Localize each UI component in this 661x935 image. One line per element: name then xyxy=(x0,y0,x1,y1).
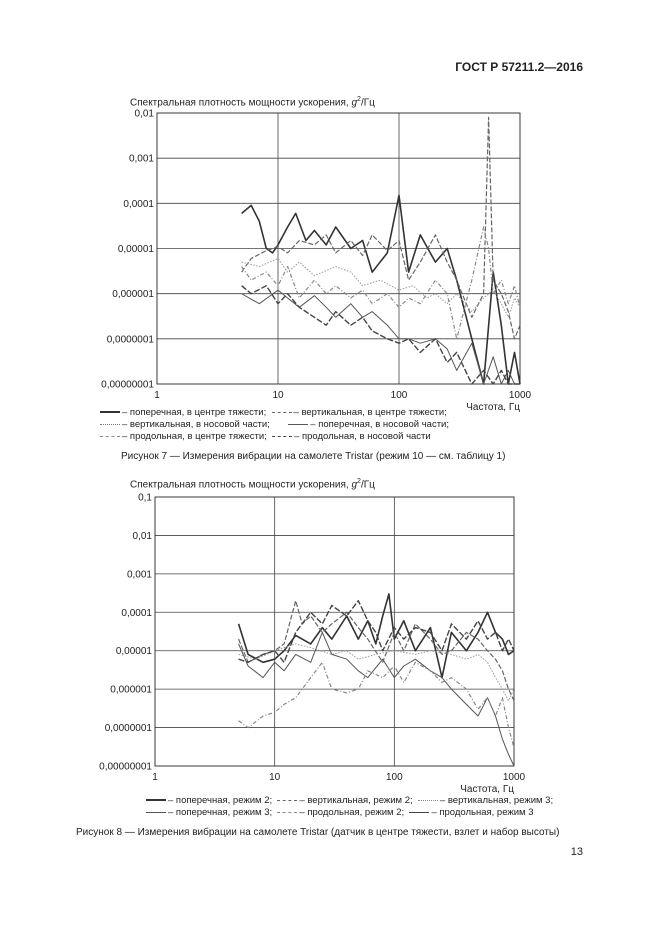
figure8-ylabel-exp: 2 xyxy=(357,478,361,485)
figure8-series-5-line xyxy=(239,662,514,747)
figure7-caption: Рисунок 7 — Измерения вибрации на самолете Tristar (режим 10 — см. таблицу 1) xyxy=(121,451,506,462)
legend-entry: – поперечная, режим 2; xyxy=(168,795,273,806)
figure7-ytick-label: 0,000001 xyxy=(112,289,154,301)
figure7-ytick-label: 0,0000001 xyxy=(106,334,154,346)
figure7-xtick-label: 1 xyxy=(154,390,160,401)
figure8-ytick-label: 0,1 xyxy=(138,492,152,504)
figure8-ytick-label: 0,00000001 xyxy=(99,761,152,773)
legend-entry: – продольная, в носовой части xyxy=(294,431,431,442)
figure8-xtick-label: 100 xyxy=(385,772,403,783)
figure8-legend-row-2 xyxy=(146,807,553,819)
figure7-xtick-label: 10 xyxy=(272,390,284,401)
figure7-ytick-label: 0,001 xyxy=(128,153,154,165)
figure7-xtick-label: 100 xyxy=(390,390,408,401)
legend-entry: – поперечная, режим 3; xyxy=(168,807,273,818)
figure8-ytick-label: 0,0001 xyxy=(121,607,152,619)
figure8-ytick-label: 0,01 xyxy=(132,530,152,542)
figure8-ylabel-g: g xyxy=(351,479,358,491)
document-header: ГОСТ Р 57211.2—2016 xyxy=(455,60,583,74)
figure8-legend-row-1 xyxy=(146,795,553,807)
legend-entry: – вертикальная, режим 2; xyxy=(299,795,413,806)
figure8-ytick-label: 0,0000001 xyxy=(104,723,152,735)
figure8-xtick-label: 1 xyxy=(152,772,158,783)
figure8-xtick-label: 10 xyxy=(269,772,281,783)
figure8-ytick-label: 0,00001 xyxy=(115,646,152,658)
legend-swatch xyxy=(146,812,166,813)
figure8-ytick-label: 0,001 xyxy=(126,569,152,581)
legend-entry: – вертикальная, режим 3; xyxy=(439,795,554,806)
figure7-ytick-label: 0,00001 xyxy=(117,244,154,255)
figure7-ytick-label: 0,00000001 xyxy=(101,379,154,391)
figure8-caption: Рисунок 8 — Измерения вибрации на самолете Tristar (датчик в центре тяжести, взлет и набор высоты) xyxy=(76,827,560,838)
figure8-xtick-label: 1000 xyxy=(502,772,526,783)
figure8-legend xyxy=(146,795,553,819)
page-number: 13 xyxy=(570,846,583,858)
legend-swatch xyxy=(277,800,297,801)
figure8-plot-frame xyxy=(155,497,514,766)
figure7-ylabel-prefix: Спектральная плотность мощности ускорения, xyxy=(130,97,352,109)
figure8-ylabel-unit: /Гц xyxy=(360,479,375,491)
figure7-xlabel: Частота, Гц xyxy=(466,402,520,413)
figure7-ylabel-exp: 2 xyxy=(357,96,361,103)
legend-entry: – продольная, режим 3 xyxy=(431,807,534,818)
legend-entry: – поперечная, в центре тяжести; xyxy=(122,407,267,418)
figure8-xlabel: Частота, Гц xyxy=(460,784,514,795)
legend-entry: – поперечная, в носовой части; xyxy=(310,419,450,430)
legend-swatch xyxy=(277,812,297,813)
figure7-ylabel-g: g xyxy=(351,97,358,109)
figure8-ytick-label: 0,000001 xyxy=(110,684,152,696)
figure7-ylabel-unit: /Гц xyxy=(360,97,375,109)
legend-entry: – продольная, в центре тяжести; xyxy=(122,431,267,442)
figure7-xtick-label: 1000 xyxy=(508,390,532,401)
legend-swatch xyxy=(146,799,166,801)
legend-swatch xyxy=(418,800,438,801)
figure7-ytick-label: 0,0001 xyxy=(123,198,154,210)
legend-entry: – вертикальная, в носовой части; xyxy=(122,419,270,430)
figure7-ytick-label: 0,01 xyxy=(134,108,154,120)
legend-entry: – продольная, режим 2; xyxy=(299,807,405,818)
figure8-ylabel-prefix: Спектральная плотность мощности ускорения, xyxy=(130,479,352,491)
legend-swatch xyxy=(409,812,429,813)
legend-entry: – вертикальная, в центре тяжести; xyxy=(293,407,447,418)
